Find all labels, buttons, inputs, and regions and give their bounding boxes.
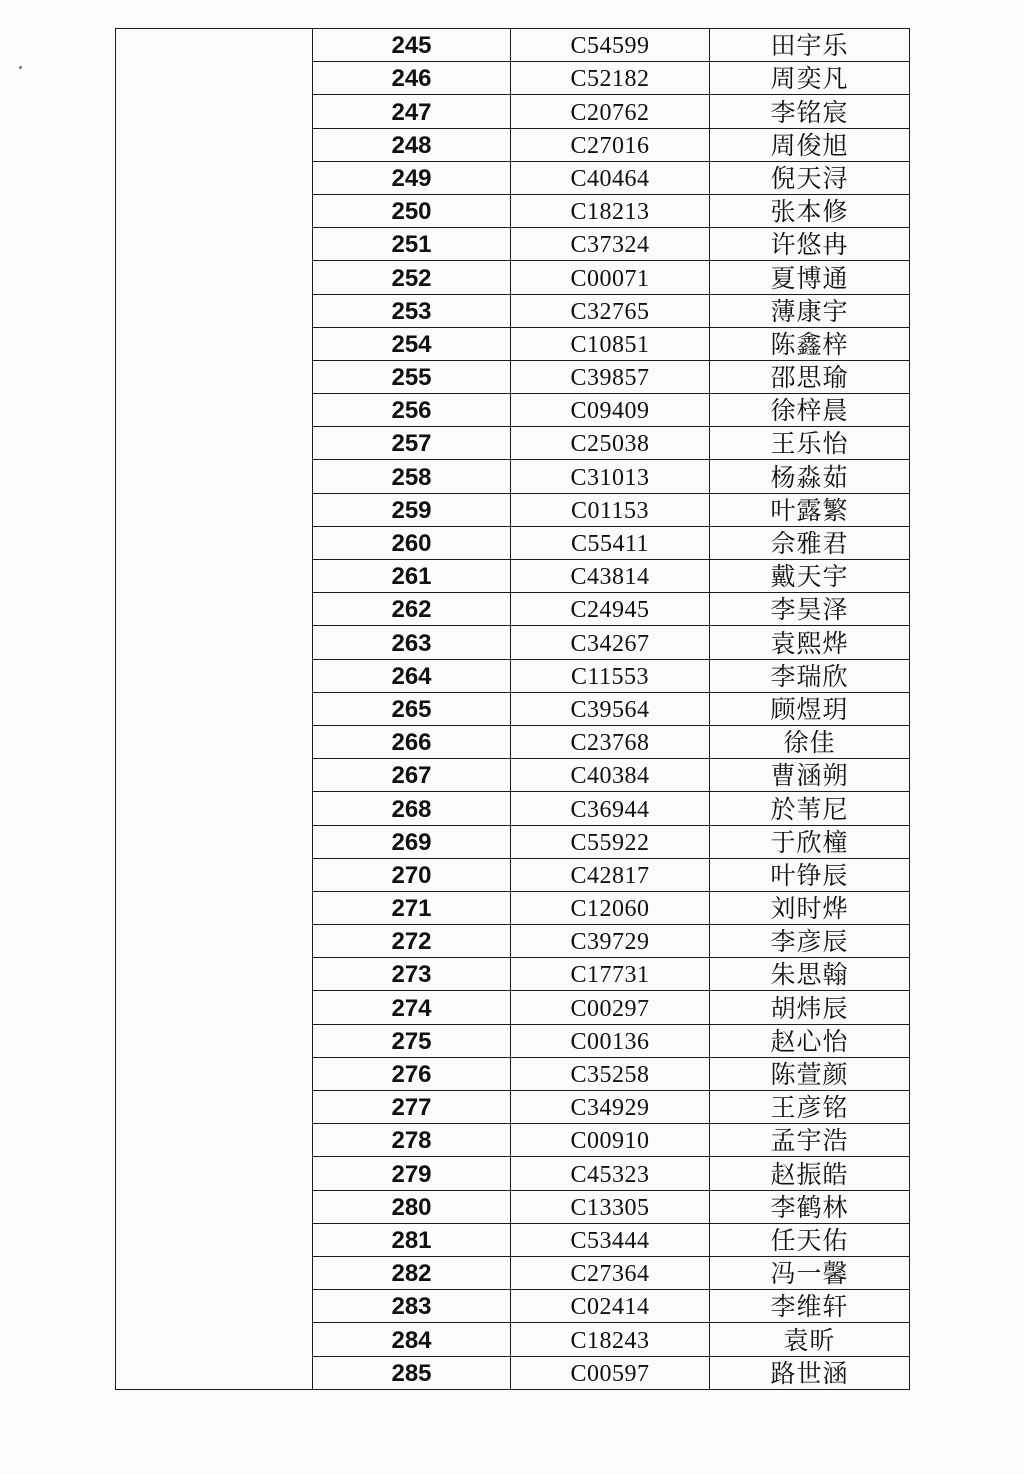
student-name-cell: 路世涵 (710, 1356, 910, 1389)
row-number-cell: 270 (313, 858, 511, 891)
student-code-cell: C40464 (511, 161, 710, 194)
student-name-cell: 周俊旭 (710, 128, 910, 161)
student-name-cell: 戴天宇 (710, 560, 910, 593)
student-code-cell: C00597 (511, 1356, 710, 1389)
student-code-cell: C10851 (511, 327, 710, 360)
student-name-cell: 薄康宇 (710, 294, 910, 327)
row-number-cell: 278 (313, 1124, 511, 1157)
student-code-cell: C37324 (511, 228, 710, 261)
row-number-cell: 281 (313, 1223, 511, 1256)
row-number-cell: 257 (313, 427, 511, 460)
student-code-cell: C23768 (511, 725, 710, 758)
row-number-cell: 273 (313, 958, 511, 991)
row-number-cell: 268 (313, 792, 511, 825)
student-name-cell: 周奕凡 (710, 62, 910, 95)
student-code-cell: C35258 (511, 1057, 710, 1090)
student-code-cell: C45323 (511, 1157, 710, 1190)
merged-category-cell (116, 29, 313, 1390)
student-code-cell: C31013 (511, 460, 710, 493)
row-number-cell: 260 (313, 526, 511, 559)
student-code-cell: C01153 (511, 493, 710, 526)
student-name-cell: 徐佳 (710, 725, 910, 758)
student-code-cell: C55411 (511, 526, 710, 559)
row-number-cell: 279 (313, 1157, 511, 1190)
student-code-cell: C12060 (511, 891, 710, 924)
row-number-cell: 252 (313, 261, 511, 294)
row-number-cell: 259 (313, 493, 511, 526)
row-number-cell: 285 (313, 1356, 511, 1389)
student-code-cell: C36944 (511, 792, 710, 825)
row-number-cell: 275 (313, 1024, 511, 1057)
row-number-cell: 274 (313, 991, 511, 1024)
row-number-cell: 248 (313, 128, 511, 161)
student-name-cell: 胡炜辰 (710, 991, 910, 1024)
student-name-cell: 任天佑 (710, 1223, 910, 1256)
student-code-cell: C17731 (511, 958, 710, 991)
student-code-cell: C18243 (511, 1323, 710, 1356)
student-code-cell: C00297 (511, 991, 710, 1024)
row-number-cell: 253 (313, 294, 511, 327)
student-name-cell: 田宇乐 (710, 29, 910, 62)
row-number-cell: 251 (313, 228, 511, 261)
student-code-cell: C39729 (511, 925, 710, 958)
student-name-cell: 杨淼茹 (710, 460, 910, 493)
student-code-cell: C11553 (511, 659, 710, 692)
student-name-cell: 叶露繁 (710, 493, 910, 526)
row-number-cell: 245 (313, 29, 511, 62)
student-code-cell: C54599 (511, 29, 710, 62)
student-name-cell: 李维轩 (710, 1290, 910, 1323)
row-number-cell: 249 (313, 161, 511, 194)
row-number-cell: 269 (313, 825, 511, 858)
student-name-cell: 李昊泽 (710, 593, 910, 626)
student-code-cell: C32765 (511, 294, 710, 327)
row-number-cell: 282 (313, 1256, 511, 1289)
row-number-cell: 262 (313, 593, 511, 626)
student-code-cell: C00136 (511, 1024, 710, 1057)
student-code-cell: C53444 (511, 1223, 710, 1256)
student-name-cell: 许悠冉 (710, 228, 910, 261)
student-code-cell: C55922 (511, 825, 710, 858)
row-number-cell: 280 (313, 1190, 511, 1223)
student-name-cell: 王乐怡 (710, 427, 910, 460)
student-name-cell: 于欣橦 (710, 825, 910, 858)
student-name-cell: 赵心怡 (710, 1024, 910, 1057)
student-code-cell: C42817 (511, 858, 710, 891)
student-code-cell: C00910 (511, 1124, 710, 1157)
student-name-cell: 李铭宸 (710, 95, 910, 128)
student-name-cell: 陈鑫梓 (710, 327, 910, 360)
row-number-cell: 265 (313, 692, 511, 725)
row-number-cell: 247 (313, 95, 511, 128)
student-code-cell: C34267 (511, 626, 710, 659)
row-number-cell: 283 (313, 1290, 511, 1323)
student-code-cell: C25038 (511, 427, 710, 460)
row-number-cell: 246 (313, 62, 511, 95)
row-number-cell: 261 (313, 560, 511, 593)
student-code-cell: C27016 (511, 128, 710, 161)
student-name-cell: 赵振皓 (710, 1157, 910, 1190)
scan-speck (19, 66, 22, 69)
row-number-cell: 250 (313, 194, 511, 227)
student-code-cell: C13305 (511, 1190, 710, 1223)
student-name-cell: 李鹤林 (710, 1190, 910, 1223)
student-name-cell: 朱思翰 (710, 958, 910, 991)
student-name-cell: 冯一馨 (710, 1256, 910, 1289)
student-name-cell: 袁昕 (710, 1323, 910, 1356)
student-name-cell: 顾煜玥 (710, 692, 910, 725)
row-number-cell: 256 (313, 394, 511, 427)
student-name-cell: 李彦辰 (710, 925, 910, 958)
student-code-cell: C40384 (511, 759, 710, 792)
row-number-cell: 254 (313, 327, 511, 360)
student-name-cell: 孟宇浩 (710, 1124, 910, 1157)
student-name-cell: 李瑞欣 (710, 659, 910, 692)
student-name-cell: 张本修 (710, 194, 910, 227)
row-number-cell: 271 (313, 891, 511, 924)
student-code-cell: C39857 (511, 360, 710, 393)
student-name-cell: 曹涵朔 (710, 759, 910, 792)
student-code-cell: C24945 (511, 593, 710, 626)
student-list-table (115, 28, 910, 1390)
student-name-cell: 邵思瑜 (710, 360, 910, 393)
student-code-cell: C34929 (511, 1091, 710, 1124)
row-number-cell: 263 (313, 626, 511, 659)
row-number-cell: 267 (313, 759, 511, 792)
student-code-cell: C39564 (511, 692, 710, 725)
student-code-cell: C52182 (511, 62, 710, 95)
student-code-cell: C27364 (511, 1256, 710, 1289)
student-name-cell: 刘时烨 (710, 891, 910, 924)
student-code-cell: C02414 (511, 1290, 710, 1323)
student-name-cell: 陈萱颜 (710, 1057, 910, 1090)
row-number-cell: 272 (313, 925, 511, 958)
student-code-cell: C09409 (511, 394, 710, 427)
student-name-cell: 王彦铭 (710, 1091, 910, 1124)
student-code-cell: C43814 (511, 560, 710, 593)
row-number-cell: 255 (313, 360, 511, 393)
student-name-cell: 佘雅君 (710, 526, 910, 559)
student-name-cell: 夏博通 (710, 261, 910, 294)
row-number-cell: 277 (313, 1091, 511, 1124)
student-name-cell: 於苇尼 (710, 792, 910, 825)
student-name-cell: 倪天浔 (710, 161, 910, 194)
student-name-cell: 叶铮辰 (710, 858, 910, 891)
row-number-cell: 266 (313, 725, 511, 758)
row-number-cell: 284 (313, 1323, 511, 1356)
student-code-cell: C20762 (511, 95, 710, 128)
table-body (116, 29, 910, 1390)
row-number-cell: 276 (313, 1057, 511, 1090)
table-row (116, 29, 910, 62)
row-number-cell: 264 (313, 659, 511, 692)
student-code-cell: C18213 (511, 194, 710, 227)
student-name-cell: 袁熙烨 (710, 626, 910, 659)
student-code-cell: C00071 (511, 261, 710, 294)
student-name-cell: 徐梓晨 (710, 394, 910, 427)
row-number-cell: 258 (313, 460, 511, 493)
